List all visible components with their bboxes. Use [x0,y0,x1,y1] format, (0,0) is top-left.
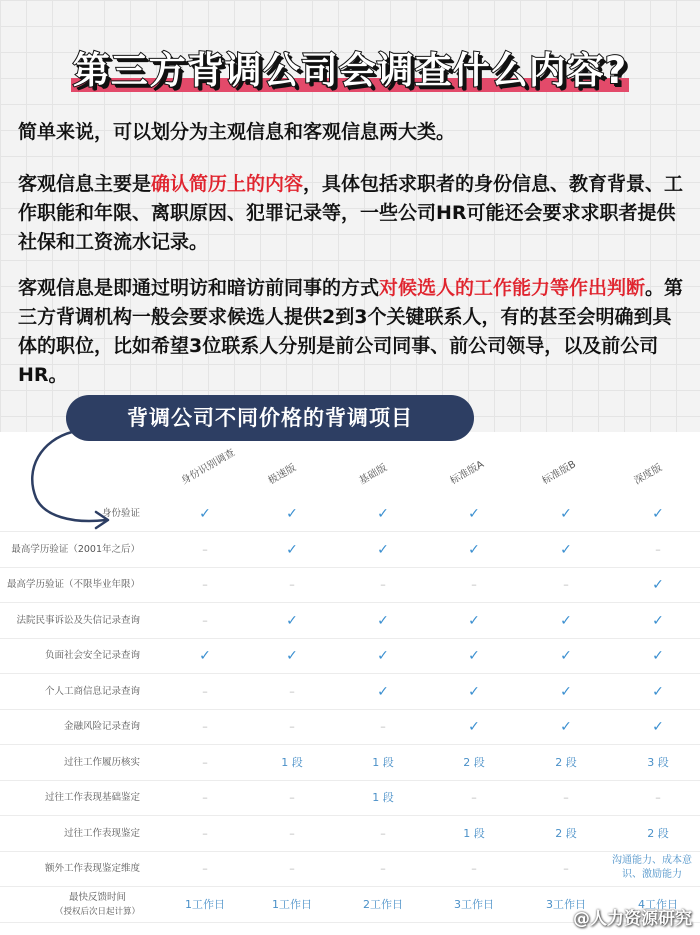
table-cell: ✓ [652,683,664,700]
table-cell: 1 段 [372,755,394,769]
table-cell: ✓ [560,506,572,522]
table-cell: ✓ [468,612,480,629]
title-wrap [0,38,700,96]
page-title: 第三方背调公司会调查什么内容? [67,38,633,96]
table-row [0,780,700,816]
table-row [0,603,700,639]
table-cell: 3工作日 [454,897,494,911]
table-cell: – [202,755,208,769]
table-cell: 2 段 [555,755,577,769]
table-row [0,567,700,603]
table-cell: – [471,578,477,591]
table-cell: – [289,791,295,804]
table-cell: 2工作日 [363,897,403,911]
table-row [0,674,700,710]
column-header: 极速版 [266,462,298,487]
table-cell: ✓ [286,612,298,629]
table-cell: – [655,542,661,556]
table-cell: – [202,578,208,591]
curved-arrow-icon [22,428,132,538]
table-cell: ✓ [652,577,664,593]
para2-text-a: 客观信息是即通过明访和暗访前同事的方式 [18,277,380,299]
row-label: 最高学历验证（2001年之后） [11,543,140,555]
table-cell: – [655,791,661,804]
table-cell: ✓ [560,541,572,558]
para1-text-a: 客观信息主要是 [18,173,152,195]
table-cell: – [563,862,569,875]
table-cell: 1 段 [463,826,485,840]
table-cell: 1 段 [372,791,394,804]
table-cell: 3工作日 [546,897,586,911]
section-banner: 背调公司不同价格的背调项目 [66,395,474,441]
table-cell: – [202,791,208,804]
row-label: 法院民事诉讼及失信记录查询 [16,614,140,626]
table-cell: 4工作日 [638,897,678,911]
table-cell: ✓ [286,541,298,558]
table-cell: – [563,791,569,804]
row-label: 过往工作履历核实 [63,756,140,768]
table-cell: 沟通能力、成本意识、激励能力 [612,855,692,880]
para2-text-b: 。第三方背调机构一般会要求候选人提供2到3个关键联系人，有的甚至会明确到具体的职位，比如希望3位联系人分别是前公司同事、前公司领导，以及前公司HR。 [18,277,684,386]
row-label: 额外工作表现鉴定维度 [44,863,140,874]
column-header: 标准版B [540,459,578,487]
table-row [0,745,700,781]
row-label: 最高学历验证（不限毕业年限） [6,579,140,590]
table-cell: – [289,684,295,698]
table-row [0,851,700,887]
table-cell: ✓ [377,612,389,629]
row-label: 过往工作表现基础鉴定 [44,792,140,803]
table-cell: – [202,684,208,698]
subjective-info-paragraph [18,274,688,390]
table-cell: ✓ [468,648,480,664]
table-cell: ✓ [199,648,211,664]
column-header: 深度版 [632,462,664,487]
column-header: 身份识别调查 [179,447,237,487]
table-cell: – [202,720,208,733]
table-row [0,709,700,745]
table-cell: 2 段 [463,755,485,769]
column-header: 基础版 [357,462,389,487]
table-cell: ✓ [652,719,664,735]
table-cell: – [380,862,386,875]
table-cell: ✓ [652,506,664,522]
table-cell: ✓ [199,506,211,522]
table-cell: – [202,542,208,556]
table-cell: – [380,578,386,591]
table-cell: ✓ [560,648,572,664]
table-cell: ✓ [468,683,480,700]
column-header: 标准版A [448,459,486,487]
table-cell: ✓ [652,648,664,664]
table-row [0,816,700,852]
table-cell: – [471,862,477,875]
row-label: 最快反馈时间 （授权后次日起计算） [54,891,140,917]
row-label: 金融风险记录查询 [63,721,140,732]
para2-highlight: 对候选人的工作能力等作出判断 [379,277,646,299]
table-cell: – [380,826,386,840]
table-cell: ✓ [286,506,298,522]
objective-info-paragraph [18,170,688,257]
table-cell: ✓ [652,612,664,629]
para1-text-b: ，具体包括求职者的身份信息、教育背景、工作职能和年限、离职原因、犯罪记录等，一些公司HR可能还会要求求职者提供社保和工资流水记录。 [18,173,684,253]
watermark: @人力资源研究 [573,909,692,929]
table-cell: – [289,826,295,840]
table-cell: 1 段 [281,755,303,769]
table-cell: ✓ [468,719,480,735]
table-cell: – [380,720,386,733]
table-cell: 1工作日 [272,897,312,911]
table-cell: ✓ [286,648,298,664]
table-cell: ✓ [377,506,389,522]
table-cell: 2 段 [647,826,669,840]
table-cell: – [563,578,569,591]
table-cell: ✓ [377,541,389,558]
table-cell: ✓ [468,506,480,522]
table-cell: – [289,720,295,733]
table-cell: – [289,578,295,591]
table-cell: ✓ [560,719,572,735]
table-cell: ✓ [560,683,572,700]
table-row [0,638,700,674]
row-label: 过往工作表现鉴定 [63,827,140,839]
intro-paragraph: 简单来说，可以划分为主观信息和客观信息两大类。 [18,121,456,143]
table-cell: – [289,862,295,875]
table-cell: 1工作日 [185,897,225,911]
table-cell: ✓ [468,541,480,558]
table-cell: – [471,791,477,804]
table-cell: 3 段 [647,755,669,769]
table-cell: – [202,862,208,875]
row-label: 个人工商信息记录查询 [44,685,140,697]
table-cell: ✓ [377,648,389,664]
row-label: 身份验证 [101,508,140,519]
table-cell: – [202,826,208,840]
table-cell: ✓ [377,683,389,700]
table-cell: 2 段 [555,826,577,840]
table-cell: – [202,613,208,627]
para1-highlight: 确认简历上的内容 [151,173,304,195]
row-label: 负面社会安全记录查询 [44,650,140,661]
table-cell: ✓ [560,612,572,629]
